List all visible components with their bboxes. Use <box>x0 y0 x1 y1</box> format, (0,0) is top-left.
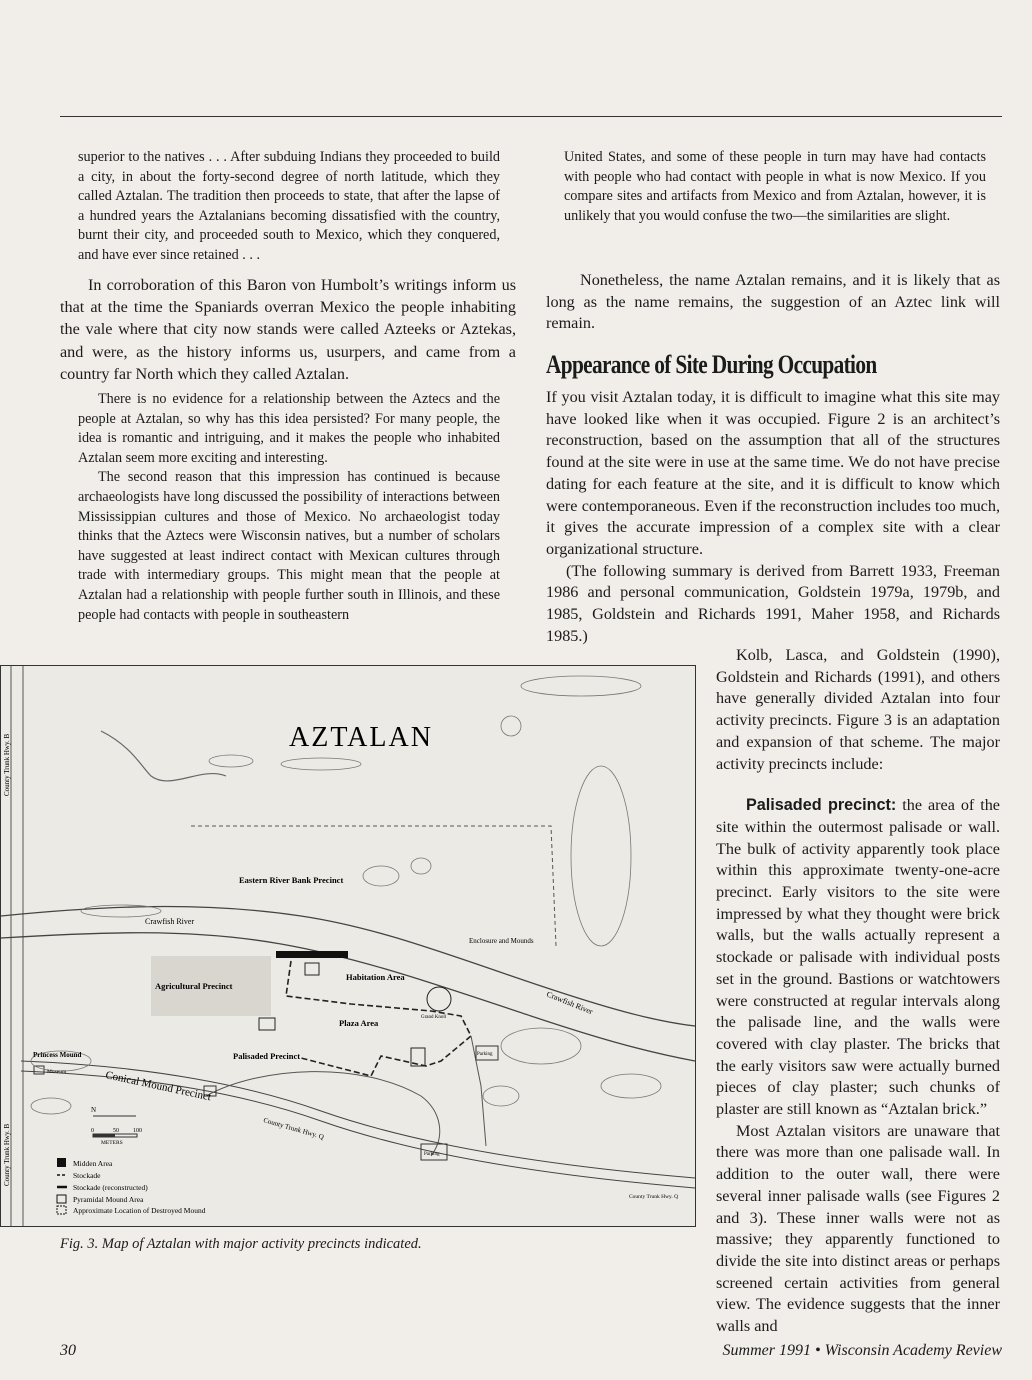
pyramidal-mound-2 <box>259 1018 275 1030</box>
right-paragraph-2: Nonetheless, the name Aztalan remains, and it is likely that as long as the name remains, the suggestion of an Aztec link will remain. <box>546 271 1000 333</box>
park-road <box>206 1072 440 1156</box>
map-label-museum: Museum <box>47 1069 67 1075</box>
map-label-grand-knoll: Grand Knoll <box>421 1015 447 1020</box>
left-paragraph-1: In corroboration of this Baron von Humbolt’s writings inform us that at the time the Spaniards overran Mexico the people inhabiting the vale where that city now stands were called Azteeks or Aztekas, and were, as the history informs us, usurpers, and came from a country far North which they called Aztalan. <box>60 276 516 383</box>
left-paragraph-2: There is no evidence for a relationship between the Aztecs and the people at Aztalan, so why has this idea persisted? For many people, the idea is romantic and intriguing, and it makes the people who inhabited Aztalan seem more exciting and interesting. <box>78 391 500 466</box>
quote-text: superior to the natives . . . After subduing Indians they proceeded to build a city, in about the forty-second degree of north latitude, which they called Aztalan. The tradition then proceeds to state, that after the lapse of a hundred years the Aztalanians becoming dissatisfied with the country, burnt their city, and proceeded south to Mexico, which they conquered, and have ever since retained . . . <box>78 149 500 263</box>
narrow-column <box>716 645 1000 1338</box>
map-title: AZTALAN <box>289 722 433 753</box>
left-column-small <box>78 390 500 625</box>
right-paragraph-1: United States, and some of these people in turn may have had contacts with people who had contact with people in what is now Mexico. If you compare sites and artifacts from Mexico and from Aztalan, however, it is unlikely that you would confuse the two—the similarities are slight. <box>564 149 986 224</box>
map-label-county-hwy-b2: County Trunk Hwy. B <box>3 1123 11 1186</box>
map-scale-50: 50 <box>113 1128 119 1134</box>
scale-bar-fill <box>93 1134 115 1137</box>
pyramidal-mound-1 <box>305 963 319 975</box>
enclosure-outline <box>191 826 556 946</box>
legend-item-4: Pyramidal Mound Area <box>73 1195 144 1204</box>
section-heading: Appearance of Site During Occupation <box>546 350 877 379</box>
page-number: 30 <box>60 1342 76 1359</box>
palisaded-precinct-text: the area of the site within the outermost palisade or wall. The bulk of activity apparently took place within this approximate twenty-one-acre precinct. Early visitors to the site were impressed by what they thought were brick walls, but the walls actually represent a stockade or palisade with individual posts set in the ground. Bastions or watchtowers were constructed at regular intervals along the palisade line, and the walls were covered with clay plaster. The bricks that the early visitors saw were actually burned pieces of clay plaster; such chunks of plaster are still known as “Aztalan brick.” <box>716 796 1000 1119</box>
figure-caption: Fig. 3. Map of Aztalan with major activity precincts indicated. <box>60 1236 422 1252</box>
grand-knoll-mound <box>427 987 451 1011</box>
map-label-conical: Conical Mound Precinct <box>104 1069 213 1104</box>
palisaded-precinct-label: Palisaded precinct: <box>746 796 897 815</box>
legend-item-3: Stockade (reconstructed) <box>73 1183 148 1192</box>
right-column-top <box>564 148 986 226</box>
narrow-paragraph-2 <box>716 795 1000 1121</box>
right-column-body <box>546 270 1000 335</box>
legend-item-5: Approximate Location of Destroyed Mound <box>73 1206 206 1215</box>
legend-destroyed-swatch <box>57 1206 66 1214</box>
map-svg <box>1 666 695 1226</box>
left-paragraph-3: The second reason that this impression has continued is because archaeologists have long discussed the possibility of interactions between Mississippian cultures and those of Mexico. No archaeologist today thinks that the Aztecs were Wisconsin natives, but a number of scholars have suggested at least indirect contact with Mexican cultures through trade with intermediary groups. This might mean that the people at Aztalan had a relationship with people further south in Illinois, and these people had contacts with people in southeastern <box>78 469 500 623</box>
right-column-body-2 <box>546 387 1000 647</box>
map-label-crawfish-left: Crawfish River <box>145 917 195 926</box>
map-label-eastern-precinct: Eastern River Bank Precinct <box>239 875 344 885</box>
museum-box <box>34 1066 44 1074</box>
map-north-label: N <box>91 1106 97 1114</box>
stream-line <box>101 731 226 781</box>
legend-item-1: Midden Area <box>73 1159 113 1168</box>
map-label-enclosure: Enclosure and Mounds <box>469 937 534 945</box>
header-rule <box>60 116 1002 117</box>
aztalan-map <box>0 665 696 1227</box>
map-label-crawfish-right: Crawfish River <box>545 989 595 1017</box>
narrow-paragraph-1: Kolb, Lasca, and Goldstein (1990), Goldstein and Richards (1991), and others have generally divided Aztalan into four activity precincts. Figure 3 is an adaptation and expansion of that scheme. The major activity precincts include: <box>716 646 1000 773</box>
right-paragraph-4: (The following summary is derived from Barrett 1933, Freeman 1986 and personal communication, Goldstein 1979a, 1979b, and 1985, Goldstein and Richards 1991, Maher 1958, and Richards 1985.) <box>546 561 1000 645</box>
map-label-plaza: Plaza Area <box>339 1018 379 1028</box>
map-scale-100: 100 <box>133 1128 142 1134</box>
right-paragraph-3: If you visit Aztalan today, it is difficult to imagine what this site may have looked like when it was occupied. Figure 2 is an architect’s reconstruction, based on the assumption that all of the structures found at the site were in use at the same time. We do not have precise dating for each feature at the site, and it is difficult to know which were contemporaneous. Even if the reconstruction includes too much, it gives the accurate impression of a complex site with a clear organizational structure. <box>546 388 1000 558</box>
quote-block <box>78 148 500 266</box>
map-label-habitation: Habitation Area <box>346 972 405 982</box>
map-scale-0: 0 <box>91 1128 94 1134</box>
map-label-agricultural: Agricultural Precinct <box>155 981 233 991</box>
legend-pyramidal-swatch <box>57 1195 66 1203</box>
legend-midden-swatch <box>57 1158 66 1167</box>
map-label-palisaded: Palisaded Precinct <box>233 1051 301 1061</box>
county-road-q-bottom <box>21 1071 695 1188</box>
narrow-paragraph-3: Most Aztalan visitors are unaware that there was more than one palisade wall. In addition to the outer wall, there were several inner palisade walls (see Figures 2 and 3). These inner walls were not as massive; they apparently functioned to divide the site into distinct areas or perhaps screened certain activities from general view. The evidence suggests that the inner walls and <box>716 1121 1000 1336</box>
map-label-county-hwy-b1: County Trunk Hwy. B <box>3 733 11 796</box>
map-label-county-hwy-q1: County Trunk Hwy. Q <box>262 1116 325 1142</box>
midden-area <box>276 951 348 958</box>
map-legend <box>57 1158 206 1215</box>
running-footer: Summer 1991 • Wisconsin Academy Review <box>722 1342 1002 1359</box>
map-label-princess-mound: Princess Mound <box>33 1051 82 1059</box>
legend-item-2: Stockade <box>73 1171 101 1180</box>
map-scale-unit: METERS <box>101 1140 123 1146</box>
map-label-county-hwy-q2: County Trunk Hwy. Q <box>629 1194 679 1200</box>
map-label-parking-1: Parking <box>477 1052 493 1057</box>
map-label-parking-2: Parking <box>424 1152 440 1157</box>
